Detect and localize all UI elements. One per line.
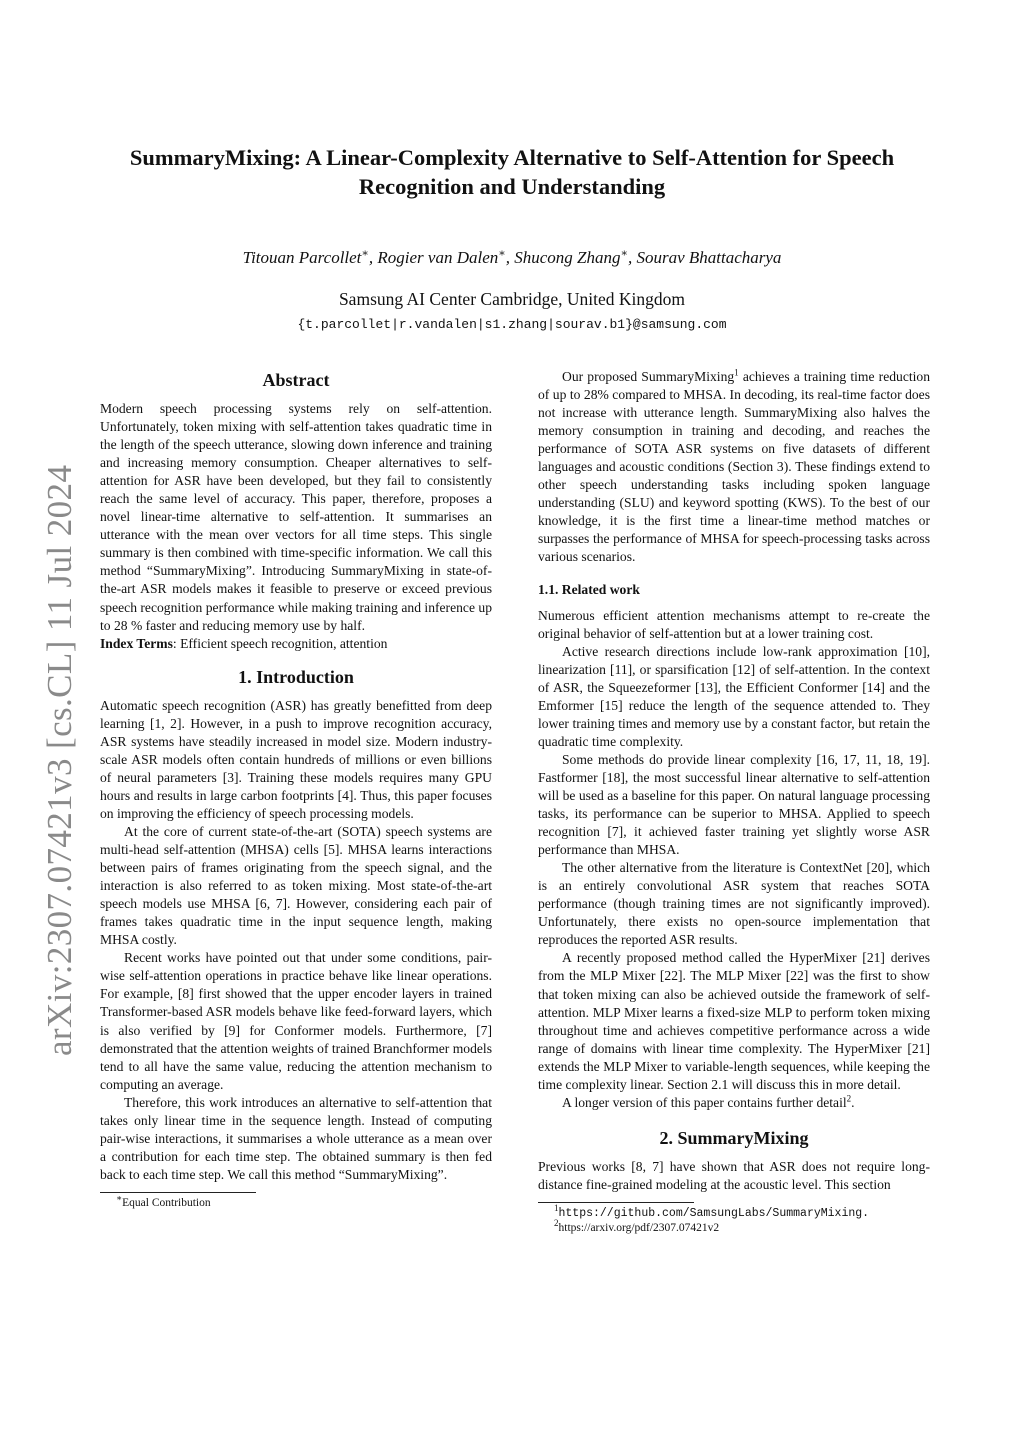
author-name: Shucong Zhang [514, 248, 621, 267]
equal-contribution-mark: ∗ [361, 247, 369, 260]
abstract-text: Modern speech processing systems rely on self-attention. Unfortunately, token mixing with self-attention takes quadratic time in the length of the speech utterance, slowing down inference and training and increasing memory consumption. Cheaper alternatives to self-attention for ASR have been developed, but they fail to consistently reach the same level of accuracy. This paper, therefore, proposes a novel linear-time alternative to self-attention. It summarises an utterance with the mean over vectors for all time steps. This single summary is then combined with time-specific information. We call this method “SummaryMixing”. Introducing SummaryMixing in state-of-the-art ASR models makes it feasible to preserve or exceed previous speech recognition performance while making training and inference up to 28 % faster and reducing memory use by half. [100, 401, 492, 633]
footnote-arxiv-url[interactable]: https://arxiv.org/pdf/2307.07421v2 [558, 1221, 720, 1234]
introduction-heading: 1. Introduction [238, 666, 354, 687]
related-work-paragraph: Numerous efficient attention mechanisms attempt to re-create the original behavior of self-attention but at a lower training cost. [538, 607, 930, 641]
summarymixing-heading: 2. SummaryMixing [659, 1127, 809, 1148]
contribution-text: achieves a training time reduction of up to 28% compared to MHSA. In decoding, its real-time factor does not increase with utterance length. SummaryMixing also halves the memory consumption in training and decoding, and reaches the performance of SOTA ASR systems on five datasets of different languages and acoustic conditions (Section 3). These findings extend to other speech understanding tasks including spoken language understanding (SLU) and keyword spotting (KWS). To the best of our knowledge, it is the first time a linear-time method matches or surpasses the performance of MHSA for speech-processing tasks across various scenarios. [538, 369, 930, 565]
equal-contribution-mark: ∗ [498, 247, 506, 260]
author-name: Sourav Bhattacharya [636, 248, 782, 267]
related-work-paragraph [538, 1094, 930, 1112]
footnote-ref-2: 2 [846, 1093, 852, 1104]
right-column [538, 368, 930, 1236]
paper-title [90, 143, 934, 201]
intro-paragraph: Automatic speech recognition (ASR) has greatly benefitted from deep learning [1, 2]. However, in a push to improve recognition accuracy, ASR systems have steadily increased in model size. Modern industry-scale ASR models often contain hundreds of millions or even billions of neural parameters [3]. Training these models requires many GPU hours and results in large carbon footprints [4]. Thus, this paper focuses on improving the efficiency of speech processing models. [100, 697, 492, 821]
abstract-heading: Abstract [262, 370, 330, 390]
contribution-paragraph [538, 368, 930, 567]
author-emails: {t.parcollet|r.vandalen|s1.zhang|sourav.b1}@samsung.com [297, 317, 727, 332]
footnote-github-url[interactable]: https://github.com/SamsungLabs/SummaryMixing. [558, 1206, 870, 1220]
footnote-2 [538, 1218, 930, 1236]
index-terms-label: Index Terms [100, 635, 173, 651]
related-work-paragraph: The other alternative from the literature is ContextNet [20], which is an entirely convolutional ASR system that reaches SOTA performance (though training times are not significantly improved). Unfortunately, there exists no open-source implementation that reproduces the reported ASR results. [538, 860, 930, 948]
footnote-ref-1: 1 [734, 367, 739, 378]
left-column [100, 368, 492, 1211]
footnote-equal-contribution [100, 1193, 492, 1211]
related-work-text: A longer version of this paper contains further detail [562, 1094, 847, 1110]
related-work-text: . [851, 1094, 855, 1110]
author-list: Titouan Parcollet∗, Rogier van Dalen∗, Shucong Zhang∗, Sourav Bhattacharya [242, 247, 782, 267]
equal-contribution-mark: ∗ [620, 247, 628, 260]
related-work-paragraph: A recently proposed method called the HyperMixer [21] derives from the MLP Mixer [22]. The MLP Mixer [22] was the first to show that token mixing can also be achieved outside the framework of self-attention. MLP Mixer learns a fixed-size MLP to perform token mixing throughout time and achieves competitive performance across a wide range of domains with linear time complexity. The HyperMixer [21] extends the MLP Mixer to variable-length sequences, while keeping the time complexity linear. Section 2.1 will discuss this in more detail. [538, 950, 930, 1092]
footnote-mark: 2 [554, 1218, 559, 1229]
footnote-mark: ∗ [116, 1193, 123, 1204]
arxiv-identifier-stamp: arXiv:2307.07421v3 [cs.CL] 11 Jul 2024 [40, 464, 79, 1056]
summarymixing-paragraph: Previous works [8, 7] have shown that ASR does not require long-distance fine-grained modeling at the acoustic level. This section [538, 1158, 930, 1192]
related-work-heading: 1.1. Related work [538, 581, 640, 597]
footnote-rule [538, 1202, 694, 1203]
related-work-paragraph: Active research directions include low-rank approximation [10], linearization [11], or sparsification [12] of self-attention. In the context of ASR, the Squeezeformer [13], the Efficient Conformer [14] and the Emformer [15] reduce the length of the sequence attended to. They lower training times and memory use by a constant factor, but retain the quadratic time complexity. [538, 643, 930, 749]
title-line-2: Recognition and Understanding [358, 174, 666, 199]
affiliation: Samsung AI Center Cambridge, United Kingdom [338, 289, 686, 309]
footnote-1 [538, 1203, 930, 1221]
author-name: Titouan Parcollet [242, 248, 362, 267]
index-terms-text: : Efficient speech recognition, attention [172, 635, 388, 651]
related-work-paragraph: Some methods do provide linear complexity [16, 17, 11, 18, 19]. Fastformer [18], the most successful linear alternative to self-attention will be used as a baseline for this paper. On natural language processing tasks, its performance can be superior to MHSA. Applied to speech recognition [7], it achieved faster training yet slightly worse ASR performance than MHSA. [538, 751, 930, 858]
footnote-rule [100, 1192, 256, 1193]
footnote-text: Equal Contribution [122, 1196, 211, 1209]
intro-paragraph: Recent works have pointed out that under some conditions, pair-wise self-attention operations in practice behave like linear operations. For example, [8] first showed that the upper encoder layers in trained Transformer-based ASR models behave like feed-forward layers, which is also verified by [9] for Conformer models. Furthermore, [7] demonstrated that the attention weights of trained Branchformer models tend to all have the same value, reducing the attention mechanism to computing an average. [100, 950, 492, 1092]
intro-paragraph: Therefore, this work introduces an alternative to self-attention that takes only linear time in the sequence length. Instead of computing pair-wise interactions, it summarises a whole utterance as a mean over a contribution for each time step. The obtained summary is then fed back to each time step. We call this method “SummaryMixing”. [100, 1094, 492, 1182]
author-name: Rogier van Dalen [377, 248, 499, 267]
contribution-text: Our proposed SummaryMixing [562, 369, 735, 384]
index-terms [100, 635, 492, 653]
intro-paragraph: At the core of current state-of-the-art (SOTA) speech systems are multi-head self-attention (MHSA) cells [5]. MHSA learns interactions between pairs of frames originating from the speech signal, and the interaction is also referred to as token mixing. Most state-of-the-art speech models use MHSA [6, 7]. However, considering each pair of frames takes quadratic time in the input sequence length, making MHSA costly. [100, 823, 492, 948]
footnote-mark: 1 [554, 1203, 559, 1214]
title-line-1: SummaryMixing: A Linear-Complexity Alternative to Self-Attention for Speech [129, 145, 895, 170]
